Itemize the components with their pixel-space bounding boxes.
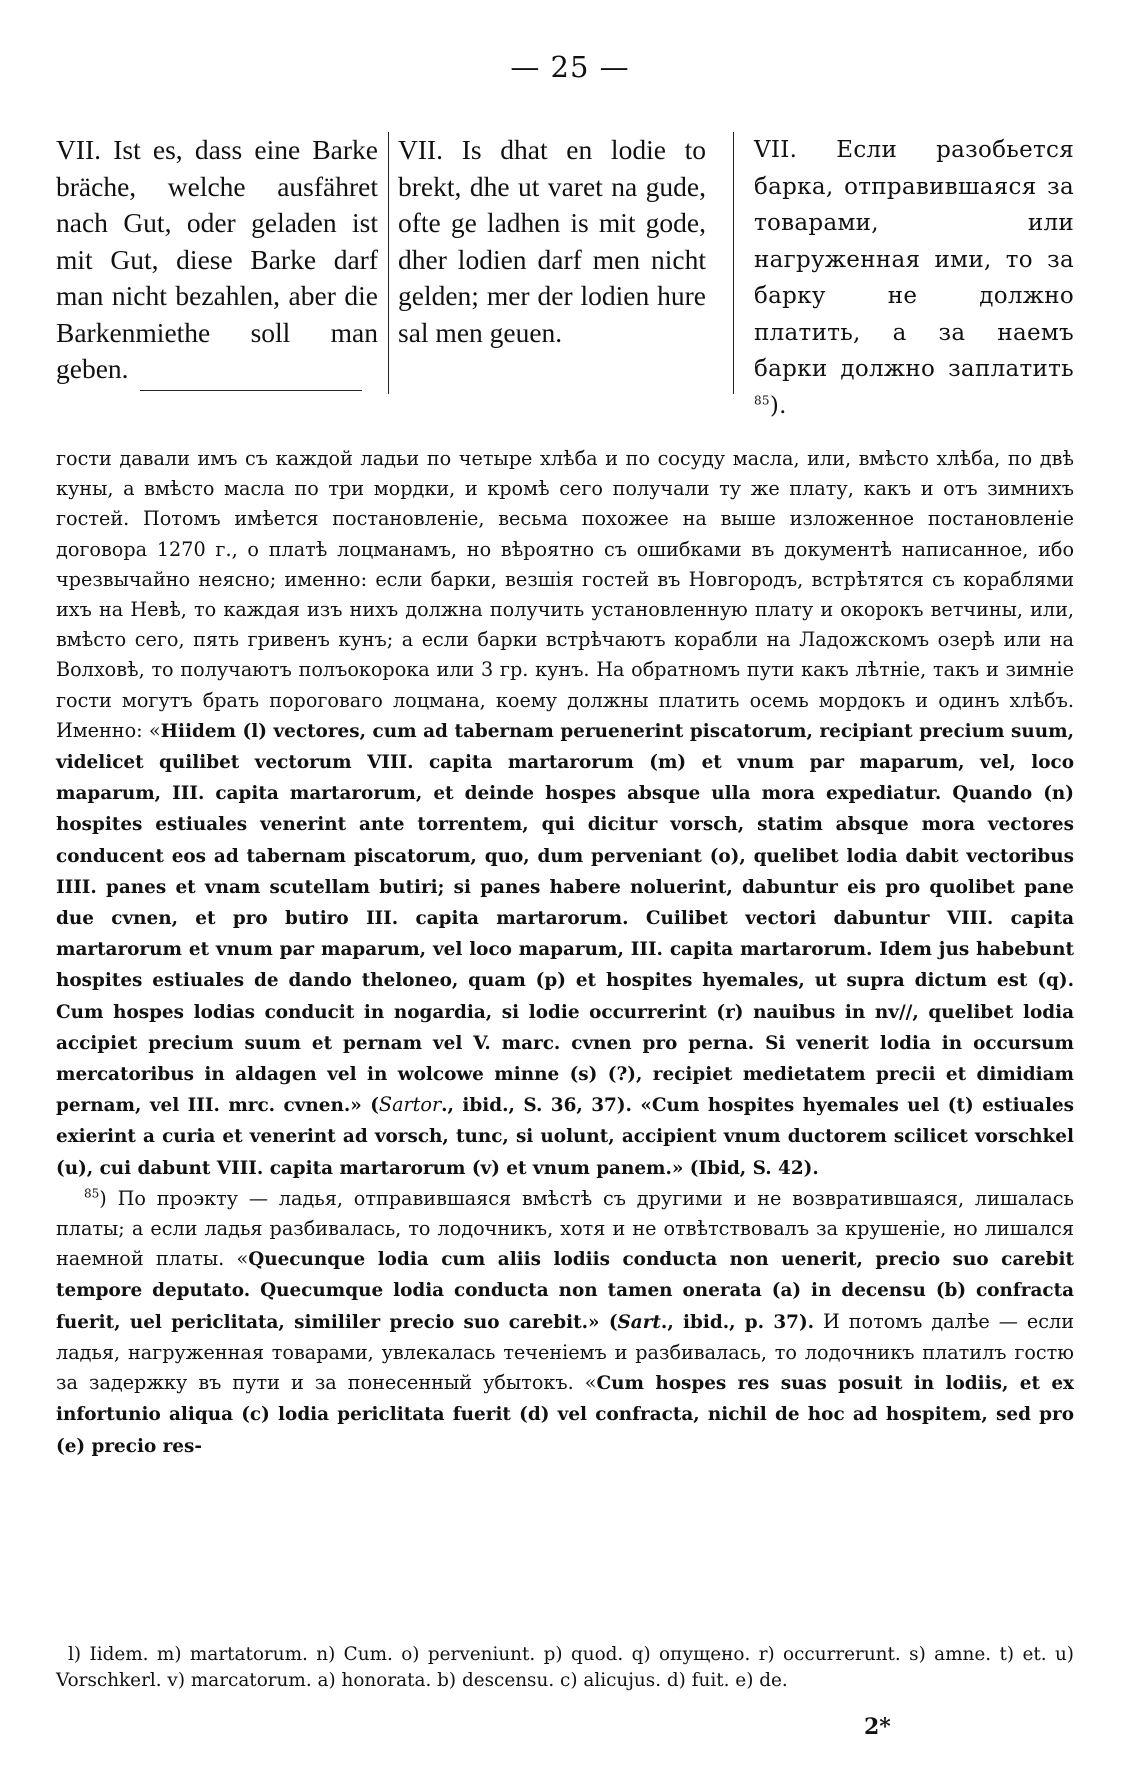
russian-text: VII. Если разобьется барка, отправившаяся за товарами, или нагруженная ими, то за барку не должно платить, а за наемъ барки должно заплатить [754, 137, 1074, 382]
german-translation-column [56, 132, 378, 391]
footnote-ref-85[interactable]: 85 [754, 392, 770, 407]
low-german-text: VII. Is dhat en lodie to brekt, dhe ut varet na gude, ofte ge ladhen is mit gode, dher lodien darf men nicht gelden; mer der lodien hure sal men geuen. [398, 134, 706, 348]
parallel-text-columns [56, 132, 1074, 419]
russian-paragraph [754, 132, 1074, 424]
latin-quotation: Hiidem (l) vectores, cum ad tabernam peruenerint piscatorum, recipiant precium suum, videlicet quilibet vectorum VIII. capita martarorum (m) et vnum par maparum, vel, loco maparum, III. capita martarorum, et deinde hospes absque ulla mora expediatur. Quando (n) hospites estiuales venerint ante torrentem, qui dicitur vorsch, statim absque mora vectores conducent eos ad tabernam piscatorum, quo, dum perveniant (o), quelibet lodia dabit vectoribus IIII. panes et vnam scutellam butiri; si panes habere noluerint, dabuntur eis pro quolibet pane due cvnen, et pro butiro III. capita martarorum. Cuilibet vectori dabuntur VIII. capita martarorum et vnum par maparum, vel loco maparum, III. capita martarorum. Idem jus habebunt hospites estiuales de dando theloneo, quam (p) et hospites hyemales, ut supra dictum est (q). Cum hospes lodias conducit in nogardia, si lodie occurrerint (r) nauibus in nv//, quelibet lodia accipiet precium suum et pernam vel V. marc. cvnen pro perna. Si venerit lodia in occursum mercatoribus in aldagen vel in wolcowe minne (s) (?), recipiet medietatem precii et dimidiam pernam, vel III. mrc. cvnen.» ( [56, 720, 1074, 1117]
variant-readings [56, 1642, 1074, 1695]
low-german-original-column [398, 132, 706, 351]
russian-text-end: ). [769, 392, 787, 419]
footnote-85-paragraph [56, 1184, 1074, 1462]
citation-and-quotation: ., ibid., S. 36, 37). «Cum hospites hyemales uel (t) estiuales exierint a curia et venerint ad vorsch, tunc, si uolunt, accipient vnum ductorem scilicet vorschkel (u), cui dabunt VIII. capita martarorum (v) et vnum panem.» (Ibid, S. 42). [56, 1095, 1075, 1179]
footnote-number-85: 85 [84, 1186, 100, 1201]
russian-translation-column [754, 132, 1074, 424]
footnote-russian-2: И потомъ далѣе — если ладья, нагруженная товарами, увлекалась теченіемъ и разбивалась, то лодочникъ платилъ гостю за задержку въ пути и за понесенный убытокъ. « [56, 1309, 1074, 1395]
citation-author: Sartor [378, 1093, 442, 1117]
footnote-citation-rest: ., ibid., p. 37). [660, 1311, 815, 1333]
footnote-latin-1: Quecunque lodia cum aliis lodiis conducta non uenerit, precio suo carebit tempore deputato. Quecumque lodia conducta non tamen onerata (a) in decensu (b) confracta fuerit, uel periclitata, simililer precio suo carebit.» ( [56, 1249, 1074, 1333]
german-text: VII. Ist es, dass eine Barke bräche, welche ausfähret nach Gut, oder geladen ist mit Gut, diese Barke darf man nicht bezahlen, aber die Barkenmiethe soll man geben. [56, 134, 378, 384]
column-divider-1 [388, 132, 389, 394]
footnote-russian-1: ) По проэкту — ладья, отправившаяся вмѣстѣ съ другими и не возвратившаяся, лишалась платы; а если ладья разбивалась, то лодочникъ, хотя и не отвѣтствовалъ за крушеніе, но лишался наемной платы. « [56, 1186, 1074, 1271]
footnote-latin-2: Cum hospes res suas posuit in lodiis, et ex infortunio aliqua (c) lodia periclitata fuerit (d) vel confracta, nichil de hoc ad hospitem, sed pro (e) precio res- [56, 1373, 1074, 1457]
commentary-paragraph [56, 444, 1074, 1184]
commentary-text [56, 444, 1074, 1462]
page-number: — 25 — [510, 50, 630, 84]
variant-readings-line: l) Iidem. m) martatorum. n) Cum. o) perveniunt. p) quod. q) опущено. r) occurrerunt. s) amne. t) et. u) Vorschkerl. v) marcatorum. a) honorata. b) descensu. c) alicujus. d) fuit. e) de. [56, 1644, 1074, 1692]
column-divider-2 [733, 132, 734, 394]
footnote-citation-author: Sart [617, 1311, 661, 1333]
commentary-russian: гости давали имъ съ каждой ладьи по четыре хлѣба и по сосуду масла, или, вмѣсто хлѣба, по двѣ куны, а вмѣсто масла по три мордки, и кромѣ сего получали ту же плату, какъ и отъ зимнихъ гостей. Потомъ имѣется постановленіе, весьма похожее на выше изложенное постановленіе договора 1270 г., о платѣ лоцманамъ, но вѣроятно съ ошибками въ документѣ написанное, ибо чрезвычайно неясно; именно: если барки, везшія гостей въ Новгородъ, встрѣтятся съ кораблями ихъ на Невѣ, то каждая изъ нихъ должна получить установленную плату и окорокъ ветчины, или, вмѣсто сего, пять гривенъ кунъ; а если барки встрѣчаютъ корабли на Ладожскомъ озерѣ или на Волховѣ, то получаютъ полъокорока или 3 гр. кунъ. На обратномъ пути какъ лѣтніе, такъ и зимніе гости могутъ брать пороговаго лоцмана, коему должны платить осемь мордокъ и одинъ хлѣбъ. Именно: « [56, 447, 1074, 742]
printer-signature-mark: 2* [864, 1714, 891, 1740]
underline-rule [140, 390, 362, 391]
